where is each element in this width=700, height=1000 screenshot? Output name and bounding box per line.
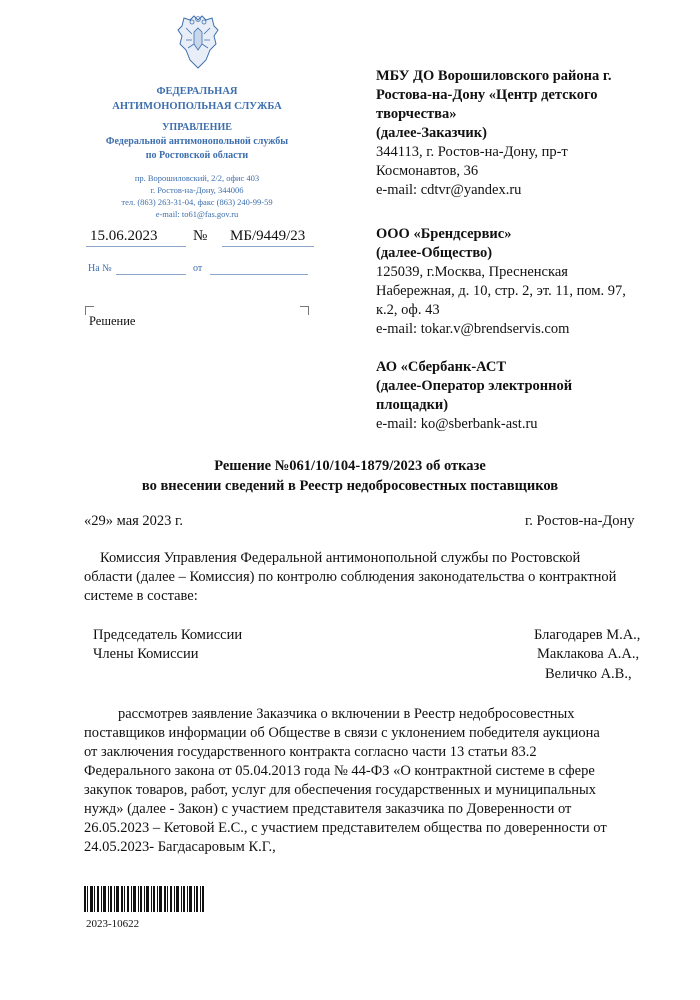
recipient-customer — [376, 67, 676, 200]
member-name-2: Величко А.В., — [545, 666, 632, 682]
reply-date-label: от — [193, 263, 203, 274]
body-line8: 24.05.2023- Багдасаровым К.Г., — [84, 839, 276, 855]
sender-org-line1: ФЕДЕРАЛЬНАЯ — [156, 86, 238, 97]
recipient-name-line1: АО «Сбербанк-АСТ — [376, 359, 507, 375]
registration-number-sign: № — [193, 228, 208, 244]
intro-line1: Комиссия Управления Федеральной антимонопольной службы по Ростовской — [100, 550, 581, 566]
recipient-address-line2: Набережная, д. 10, стр. 2, эт. 11, пом. 97, — [376, 283, 626, 299]
intro-line2: области (далее – Комиссия) по контролю соблюдения законодательства о контрактной — [84, 569, 617, 585]
sender-dept-line2: Федеральной антимонопольной службы — [105, 136, 289, 147]
body-line7: 26.05.2023 – Кетовой Е.С., с участием представителем общества по доверенности от — [84, 820, 607, 836]
sender-dept-line3: по Ростовской области — [145, 150, 249, 161]
registration-number: МБ/9449/23 — [230, 228, 306, 244]
member-name-1: Маклакова А.А., — [537, 646, 640, 662]
coat-of-arms-icon — [176, 14, 220, 70]
recipient-operator — [376, 358, 676, 434]
body-paragraph — [84, 705, 648, 857]
decision-title — [40, 456, 660, 496]
recipient-address-line1: 344113, г. Ростов-на-Дону, пр-т — [376, 144, 568, 160]
subject-text: Решение — [89, 314, 136, 328]
recipient-email: e-mail: tokar.v@brendservis.com — [376, 321, 570, 337]
sender-address-line1: пр. Ворошиловский, 2/2, офис 403 — [134, 173, 260, 183]
recipient-role: (далее-Заказчик) — [376, 125, 487, 141]
barcode-icon — [84, 886, 204, 912]
decision-title-line1: Решение №061/10/104-1879/2023 об отказе — [214, 458, 486, 474]
sender-org-line2: АНТИМОНОПОЛЬНАЯ СЛУЖБА — [112, 101, 282, 112]
registration-date: 15.06.2023 — [90, 228, 158, 244]
recipient-email: e-mail: ko@sberbank-ast.ru — [376, 416, 538, 432]
members-label: Члены Комиссии — [93, 646, 199, 662]
sender-address-line4: e-mail: to61@fas.gov.ru — [155, 209, 239, 219]
number-underline — [222, 246, 314, 247]
recipient-role-line1: (далее-Оператор электронной — [376, 378, 573, 394]
recipient-address-line2: Космонавтов, 36 — [376, 163, 479, 179]
sender-address-line2: г. Ростов-на-Дону, 344006 — [150, 185, 244, 195]
chair-name: Благодарев М.А., — [534, 627, 641, 643]
body-line3: от заключения государственного контракта согласно части 13 статьи 83.2 — [84, 744, 537, 760]
reply-to-number-label: На № — [88, 263, 112, 274]
reply-date-line — [210, 274, 308, 275]
recipient-email: e-mail: cdtvr@yandex.ru — [376, 182, 522, 198]
recipient-address-line1: 125039, г.Москва, Пресненская — [376, 264, 568, 280]
body-line6: нужд» (далее - Закон) с участием представителя заказчика по Доверенности от — [84, 801, 572, 817]
sender-address-line3: тел. (863) 263-31-04, факс (863) 240-99-59 — [121, 197, 273, 207]
recipient-role: (далее-Общество) — [376, 245, 493, 261]
body-line5: закупок товаров, работ, услуг для обеспечения государственных и муниципальных — [84, 782, 597, 798]
decision-title-line2: во внесении сведений в Реестр недобросовестных поставщиков — [141, 478, 559, 494]
recipient-company — [376, 225, 676, 339]
recipient-name-line3: творчества» — [376, 106, 457, 122]
body-line2: поставщиков информации об Обществе в связи с уклонением победителя аукциона — [84, 725, 600, 741]
decision-city: г. Ростов-на-Дону — [525, 513, 635, 529]
body-line4: Федерального закона от 05.04.2013 года № 44-ФЗ «О контрактной системе в сфере — [84, 763, 595, 779]
sender-dept-line1: УПРАВЛЕНИЕ — [162, 122, 232, 133]
recipient-name-line2: Ростова-на-Дону «Центр детского — [376, 87, 598, 103]
recipient-address-line3: к.2, оф. 43 — [376, 302, 440, 318]
decision-date: «29» мая 2023 г. — [84, 513, 183, 529]
date-underline — [86, 246, 186, 247]
intro-paragraph — [84, 549, 648, 606]
chair-label: Председатель Комиссии — [93, 627, 243, 643]
subject-corner-right — [300, 306, 309, 315]
body-line1: рассмотрев заявление Заказчика о включении в Реестр недобросовестных — [118, 706, 575, 722]
barcode-number: 2023-10622 — [86, 918, 140, 930]
recipient-role-line2: площадки) — [376, 397, 449, 413]
intro-line3: системе в составе: — [84, 588, 198, 604]
reply-number-line — [116, 274, 186, 275]
recipient-name-line1: МБУ ДО Ворошиловского района г. — [376, 68, 612, 84]
recipient-name-line1: ООО «Брендсервис» — [376, 226, 512, 242]
